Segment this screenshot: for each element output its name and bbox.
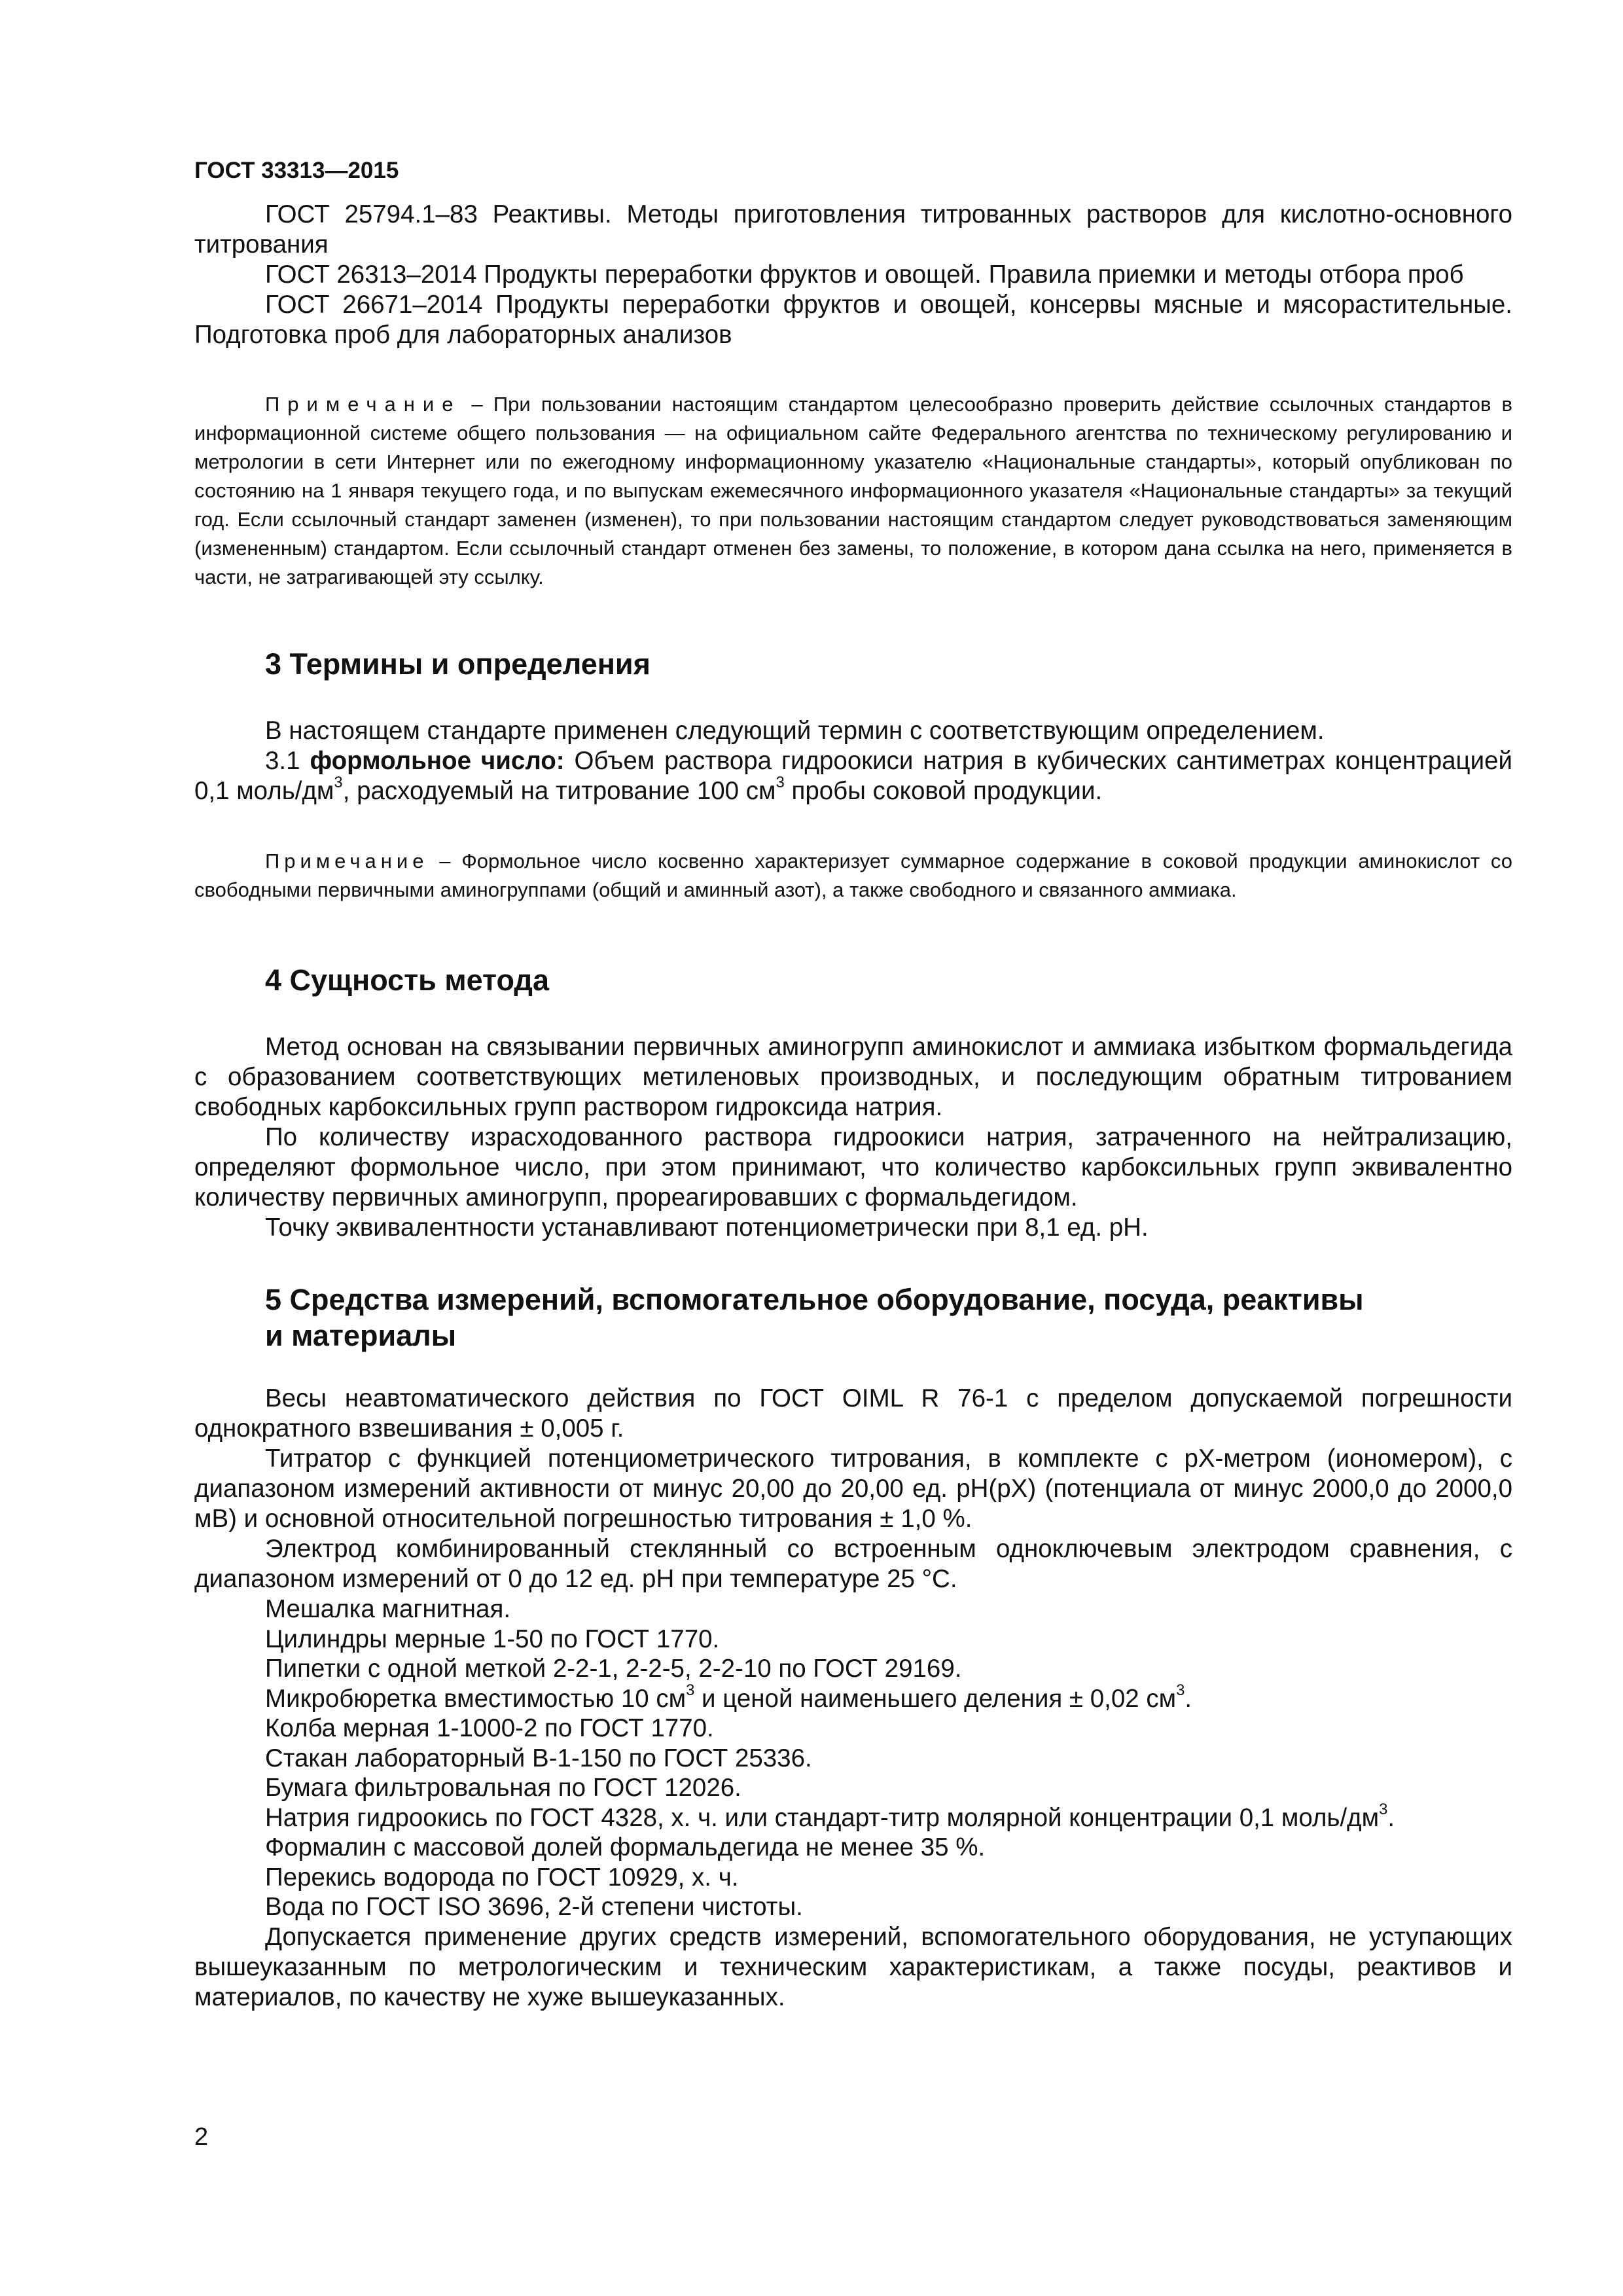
equipment-scales: Весы неавтоматического действия по ГОСТ OIML R 76-1 с пределом допускаемой погрешности однократного взвешивания ± 0,005 г. (194, 1384, 1512, 1443)
list-item: Перекись водорода по ГОСТ 10929, х. ч. (265, 1863, 739, 1892)
note-references (194, 390, 1512, 592)
list-item: Цилиндры мерные 1-50 по ГОСТ 1770. (265, 1624, 720, 1653)
section-4-title: 4 Сущность метода (265, 963, 549, 997)
note-text: – При пользовании настоящим стандартом целесообразно проверить действие ссылочных стандартов в информационной системе общего пользования — на официальном сайте Федерального агентства по техническому регулированию и метрологии в сети Интернет или по ежегодному информационному указателю «Национальные стандарты», который опубликован по состоянию на 1 января текущего года, и по выпускам ежемесячного информационного указателя «Национальные стандарты» за текущий год. Если ссылочный стандарт заменен (изменен), то при пользовании настоящим стандартом следует руководствоваться заменяющим (измененным) стандартом. Если ссылочный стандарт отменен без замены, то положение, в котором дана ссылка на него, применяется в части, не затрагивающей эту ссылку. (194, 393, 1512, 588)
section-5-body (194, 1384, 1512, 2013)
section-5-title: 5 Средства измерений, вспомогательное оборудование, посуда, реактивы и материалы (265, 1283, 1364, 1352)
term-definition: 3.1 формольное число: Объем раствора гидроокиси натрия в кубических сантиметрах концентрацией 0,1 моль/$дм^3$, расходуемый на титрование 100 $см^3$ пробы соковой продукции. (194, 747, 1512, 805)
reference-gost-26671: ГОСТ 26671–2014 Продукты переработки фруктов и овощей, консервы мясные и мясорастительные. Подготовка проб для лабораторных анализов (194, 291, 1512, 349)
note-term (194, 847, 1512, 905)
references-list (194, 200, 1512, 350)
section-3-body (194, 716, 1512, 806)
list-item: Натрия гидроокись по ГОСТ 4328, х. ч. или стандарт-титр молярной концентрации 0,1 моль/$дм^3$. (265, 1800, 1395, 1832)
page-number: 2 (194, 2123, 209, 2151)
list-item: Пипетки с одной меткой 2-2-1, 2-2-5, 2-2-10 по ГОСТ 29169. (265, 1655, 962, 1683)
term-name: формольное число: (310, 747, 565, 775)
equipment-titrator: Титратор с функцией потенциометрического титрования, в комплекте с рХ-метром (иономером), с диапазоном измерений активности от минус 20,00 до 20,00 ед. рН(рХ) (потенциала от минус 2000,0 до 2000,0 мВ) и основной относительной погрешностью титрования ± 1,0 %. (194, 1444, 1512, 1533)
equipment-list (194, 1594, 1512, 1922)
equipment-alternatives: Допускается применение других средств измерений, вспомогательного оборудования, не уступающих вышеуказанным по метрологическим и техническим характеристикам, а также посуды, реактивов и материалов, по качеству не хуже вышеуказанных. (194, 1922, 1512, 2011)
section-3-title: 3 Термины и определения (265, 647, 651, 681)
list-item: Колба мерная 1-1000-2 по ГОСТ 1770. (265, 1714, 714, 1742)
list-item: Мешалка магнитная. (265, 1595, 511, 1623)
note-text: – Формольное число косвенно характеризует суммарное содержание в соковой продукции аминокислот со свободными первичными аминогруппами (общий и аминный азот), а также свободного и связанного аммиака. (194, 850, 1512, 901)
document-page (194, 0, 1512, 2296)
section-4-body (194, 1032, 1512, 1243)
method-paragraph-2: По количеству израсходованного раствора гидроокиси натрия, затраченного на нейтрализацию, определяют формольное число, при этом принимают, что количество карбоксильных групп эквивалентно количеству первичных аминогрупп, прореагировавших с формальдегидом. (194, 1123, 1512, 1211)
method-paragraph-3: Точку эквивалентности устанавливают потенциометрически при 8,1 ед. рН. (265, 1213, 1149, 1242)
reference-gost-26313: ГОСТ 26313–2014 Продукты переработки фруктов и овощей. Правила приемки и методы отбора проб (265, 260, 1464, 289)
list-item: Стакан лабораторный В-1-150 по ГОСТ 25336. (265, 1744, 812, 1772)
standard-header: ГОСТ 33313—2015 (194, 158, 399, 183)
section-3-intro: В настоящем стандарте применен следующий термин с соответствующим определением. (265, 717, 1325, 745)
list-item: Формалин с массовой долей формальдегида не менее 35 %. (265, 1833, 986, 1861)
equipment-electrode: Электрод комбинированный стеклянный со встроенным одноключевым электродом сравнения, с диапазоном измерений от 0 до 12 ед. рН при температуре 25 °С. (194, 1535, 1512, 1593)
list-item: Бумага фильтровальная по ГОСТ 12026. (265, 1774, 741, 1802)
note-label: Примечание (265, 850, 429, 872)
list-item: Микробюретка вместимостью 10 $см^3$ и ценой наименьшего деления ± 0,02 $см^3$. (265, 1681, 1192, 1713)
list-item: Вода по ГОСТ ISO 3696, 2-й степени чистоты. (265, 1893, 803, 1921)
method-paragraph-1: Метод основан на связывании первичных аминогрупп аминокислот и аммиака избытком формальдегида с образованием соответствующих метиленовых производных, и последующим обратным титрованием свободных карбоксильных групп раствором гидроксида натрия. (194, 1033, 1512, 1121)
reference-gost-25794: ГОСТ 25794.1–83 Реактивы. Методы приготовления титрованных растворов для кислотно-основного титрования (194, 200, 1512, 259)
note-label: Примечание (265, 393, 461, 416)
